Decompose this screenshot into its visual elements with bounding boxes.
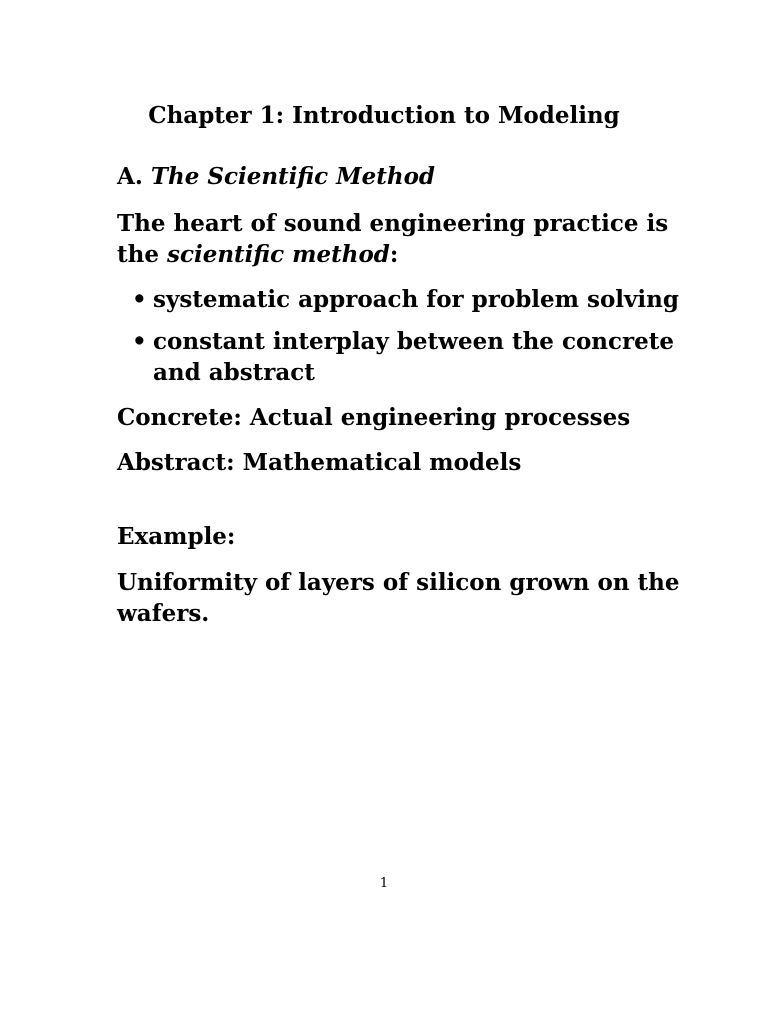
section-title: The Scientific Method xyxy=(150,163,436,190)
intro-line-1: The heart of sound engineering practice is xyxy=(117,210,669,237)
bullet-text: constant interplay between the concrete xyxy=(153,328,675,355)
example-text-line-2: wafers. xyxy=(117,600,210,627)
intro-line-2-suffix: : xyxy=(389,241,399,268)
bullet-icon: • xyxy=(132,286,147,313)
page-number: 1 xyxy=(379,876,389,891)
intro-emphasis: scientific method xyxy=(167,241,390,268)
section-heading xyxy=(117,161,687,192)
example-label: Example: xyxy=(117,523,236,550)
section-label: A. xyxy=(117,163,143,190)
bullet-icon: • xyxy=(132,328,147,355)
chapter-title: Chapter 1: Introduction to Modeling xyxy=(148,102,620,129)
example-text-line-1: Uniformity of layers of silicon grown on the xyxy=(117,569,680,596)
intro-line-2-prefix: the xyxy=(117,241,167,268)
concrete-definition: Concrete: Actual engineering processes xyxy=(117,404,631,431)
bullet-text: systematic approach for problem solving xyxy=(153,286,679,313)
abstract-definition: Abstract: Mathematical models xyxy=(117,449,522,476)
bullet-text-continuation: and abstract xyxy=(153,359,315,386)
intro-line-2 xyxy=(117,239,687,270)
